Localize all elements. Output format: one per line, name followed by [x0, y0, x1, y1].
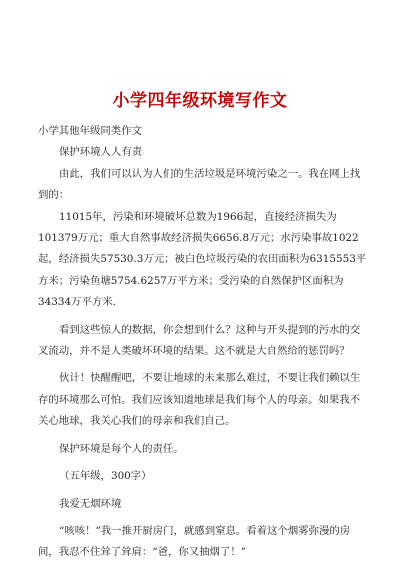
- paragraph: 11015年，污染和环境破坏总数为1966起，直接经济损失为101379万元；重大自然事故经济损失6656.8万元；水污染事故1022起，经济损失57530.3万元；被白色垃圾污染的农田面积为6315553平方米；污染鱼塘5754.6257万平方米；受污染的自然保护区面积为34334万平方米.: [38, 210, 367, 309]
- paragraph-heading: 保护环境人人有责: [59, 146, 143, 159]
- paragraph: “咳咳！”我一推开厨房门，就感到窒息。看着这个烟雾弥漫的房间，我忍不住耸了耸肩：“爸，你又抽烟了！”: [38, 524, 351, 559]
- paragraph: 保护环境是每个人的责任。: [59, 442, 184, 455]
- paragraph: （五年级，300字）: [59, 470, 152, 483]
- paragraph: 伙计！快醒醒吧，不要让地球的未来那么难过，不要让我们赖以生存的环境那么可怕。我们应该知道地球是我们每个人的母亲。如果我不关心地球，我关心我们的母亲和我们自己。: [38, 372, 361, 428]
- document-title: 小学四年级环境写作文: [112, 91, 288, 111]
- document-subtitle: 小学其他年级同类作文: [38, 125, 142, 137]
- paragraph: 由此，我们可以认为人们的生活垃圾是环境污染之一。我在网上找到的：: [38, 167, 361, 202]
- document-body: [38, 121, 370, 564]
- paragraph-heading: 我爱无烟环境: [59, 497, 122, 510]
- paragraph: 看到这些惊人的数据，你会想到什么？这种与开头提到的污水的交叉流动，并不是人类破坏环境的结果。这不就是大自然给的惩罚吗？: [38, 323, 361, 358]
